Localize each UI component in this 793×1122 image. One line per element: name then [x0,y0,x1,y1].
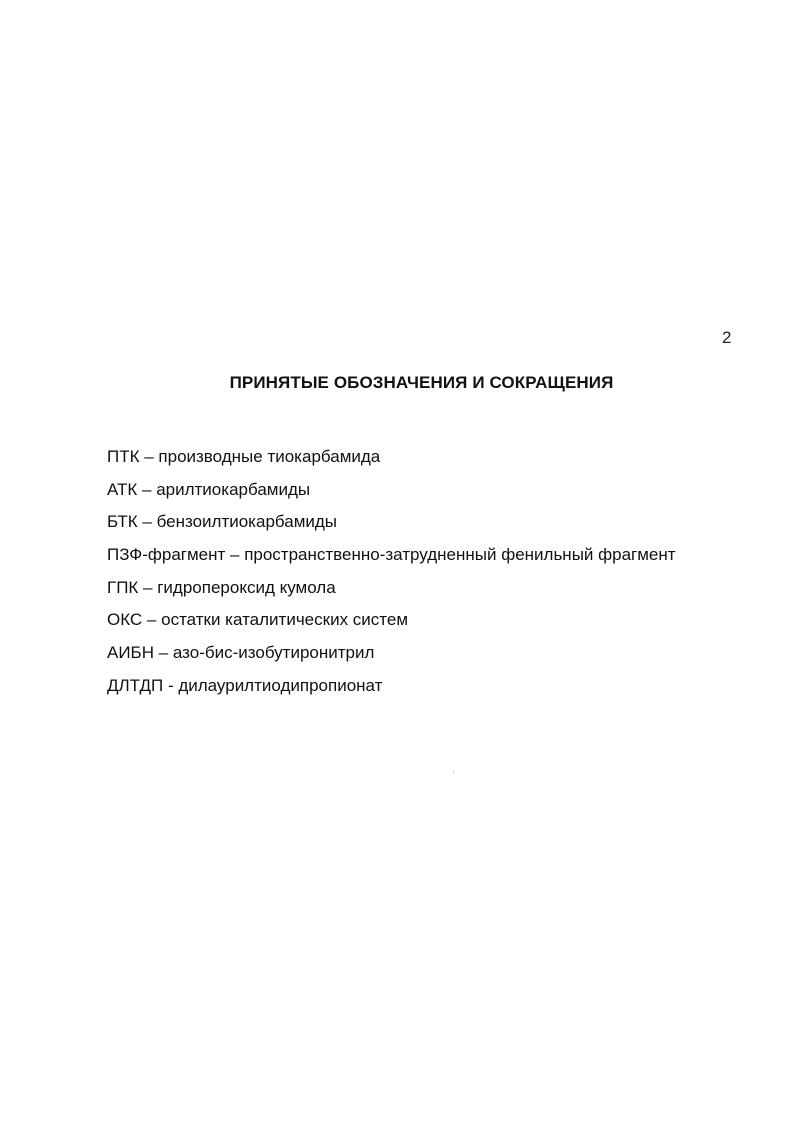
list-item: ГПК – гидропероксид кумола [107,577,336,597]
list-item: ДЛТДП - дилаурилтиодипропионат [107,675,383,695]
scan-speck [453,771,454,772]
list-item: АИБН – азо-бис-изобутиронитрил [107,643,375,663]
list-item: БТК – бензоилтиокарбамиды [107,512,338,532]
list-item: АТК – арилтиокарбамиды [107,479,311,499]
list-item: ПТК – производные тиокарбамида [107,447,381,466]
abbreviation-list [107,447,676,709]
list-item: ОКС – остатки каталитических систем [107,610,409,630]
list-item: ПЗФ-фрагмент – пространственно-затрудненный фенильный фрагмент [107,545,676,565]
page-number: 2 [722,328,732,347]
page-title: ПРИНЯТЫЕ ОБОЗНАЧЕНИЯ И СОКРАЩЕНИЯ [229,373,614,392]
